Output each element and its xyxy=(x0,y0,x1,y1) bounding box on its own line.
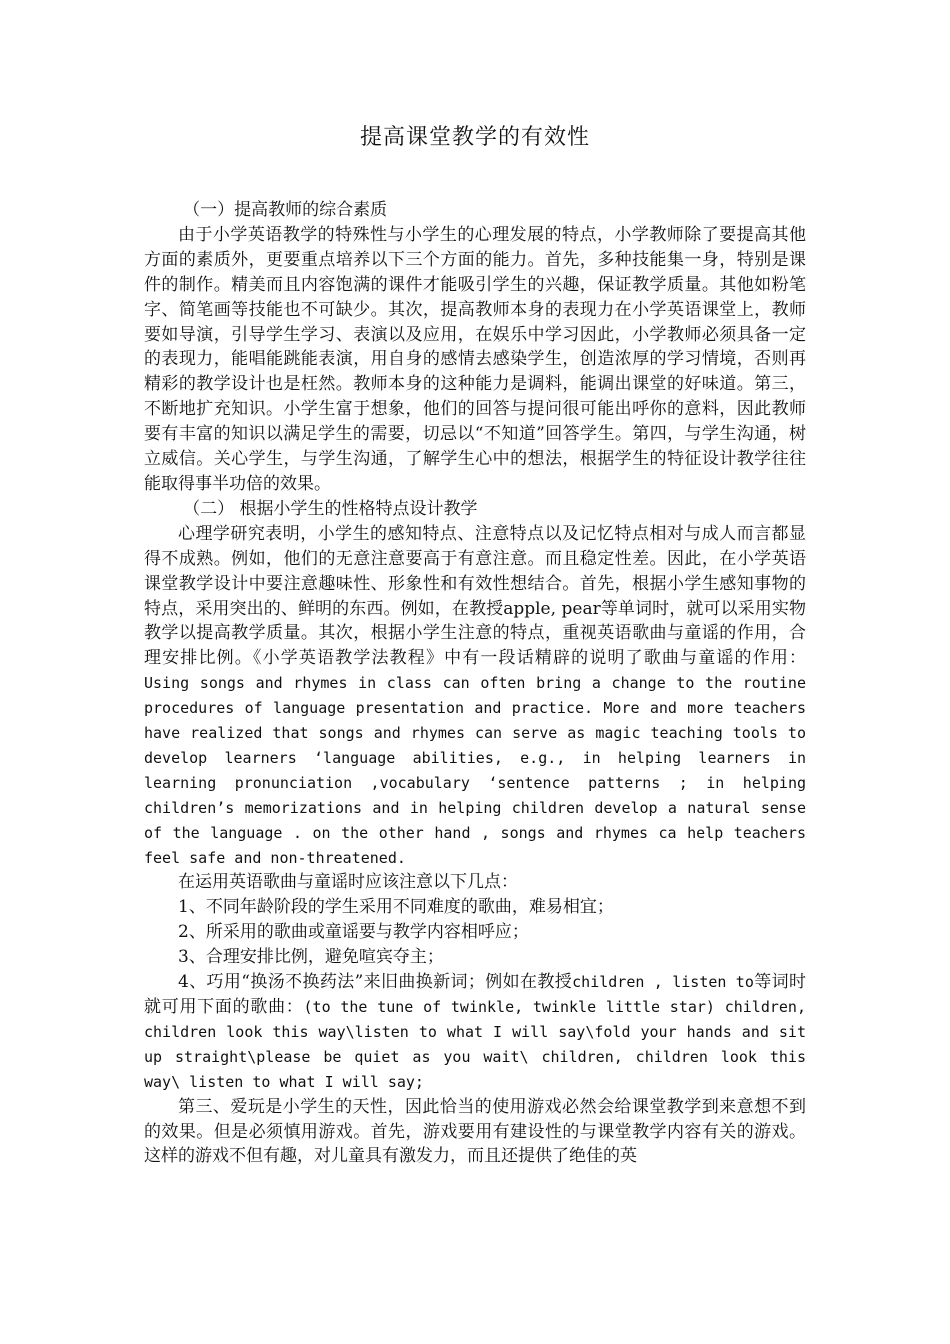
paragraph-3: 在运用英语歌曲与童谣时应该注意以下几点： xyxy=(178,872,518,893)
list-item-4-chinese: 4、巧用“换汤不换药法”来旧曲换新词；例如在教授 xyxy=(178,972,573,993)
document-body xyxy=(144,198,806,1169)
list-item-3: 3、合理安排比例，避免喧宾夺主； xyxy=(178,947,444,968)
list-item-1: 1、不同年龄阶段的学生采用不同难度的歌曲，难易相宜； xyxy=(178,897,614,918)
list-item-4-song: (to the tune of twinkle, twinkle little star) children, children look this way\listen to what I will say\fold your hands and sit up straight\please be quiet as you wait\ children, children look this way\ listen to what I will say; xyxy=(144,998,806,1091)
list-item-4 xyxy=(144,970,806,1095)
paragraph-2-english-quote: Using songs and rhymes in class can often bring a change to the routine procedures of language presentation and practice. More and more teachers have realized that songs and rhymes can serve as magic teaching tools to develop learners ‘language abilities, e.g., in helping learners in learning pronunciation ,vocabulary ‘sentence patterns ; in helping children’s memorizations and in helping children develop a natural sense of the language . on the other hand , songs and rhymes ca help teachers feel safe and non-threatened. xyxy=(144,674,806,867)
document-title: 提高课堂教学的有效性 xyxy=(359,125,590,150)
paragraph-2 xyxy=(144,522,806,871)
section-heading-2: （二） 根据小学生的性格特点设计教学 xyxy=(183,498,478,519)
paragraph-2-chinese: 心理学研究表明，小学生的感知特点、注意特点以及记忆特点相对与成人而言都显得不成熟。例如，他们的无意注意要高于有意注意。而且稳定性差。因此，在小学英语课堂教学设计中要注意趣味性、形象性和有效性想结合。首先，根据小学生感知事物的特点，采用突出的、鲜明的东西。例如，在教授apple, pear等单词时，就可以采用实物教学以提高教学质量。其次，根据小学生注意的特点，重视英语歌曲与童谣的作用，合理安排比例。《小学英语教学法教程》中有一段话精辟的说明了歌曲与童谣的作用： xyxy=(144,523,806,669)
list-item-4-words: children , listen to xyxy=(572,973,754,992)
paragraph-4: 第三、爱玩是小学生的天性，因此恰当的使用游戏必然会给课堂教学到来意想不到的效果。但是必须慎用游戏。首先，游戏要用有建设性的与课堂教学内容有关的游戏。这样的游戏不但有趣，对儿童具有激发力，而且还提供了绝佳的英 xyxy=(144,1096,806,1167)
list-item-2: 2、所采用的歌曲或童谣要与教学内容相呼应； xyxy=(178,922,529,943)
section-heading-1: （一）提高教师的综合素质 xyxy=(183,200,388,220)
paragraph-1: 由于小学英语教学的特殊性与小学生的心理发展的特点，小学教师除了要提高其他方面的素质外，更要重点培养以下三个方面的能力。首先，多种技能集一身，特别是课件的制作。精美而且内容饱满的课件才能吸引学生的兴趣，保证教学质量。其他如粉笔字、简笔画等技能也不可缺少。其次，提高教师本身的表现力在小学英语课堂上，教师要如导演，引导学生学习、表演以及应用，在娱乐中学习因此，小学教师必须具备一定的表现力，能唱能跳能表演，用自身的感情去感染学生，创造浓厚的学习情境，否则再精彩的教学设计也是枉然。教师本身的这种能力是调料，能调出课堂的好味道。第三，不断地扩充知识。小学生富于想象，他们的回答与提问很可能出呼你的意料，因此教师要有丰富的知识以满足学生的需要，切忌以“不知道”回答学生。第四，与学生沟通，树立威信。关心学生，与学生沟通，了解学生心中的想法，根据学生的特征设计教学往往能取得事半功倍的效果。 xyxy=(144,224,806,494)
list-item-4-chinese-2: 等词时就可用下面的歌曲： xyxy=(144,972,806,1017)
